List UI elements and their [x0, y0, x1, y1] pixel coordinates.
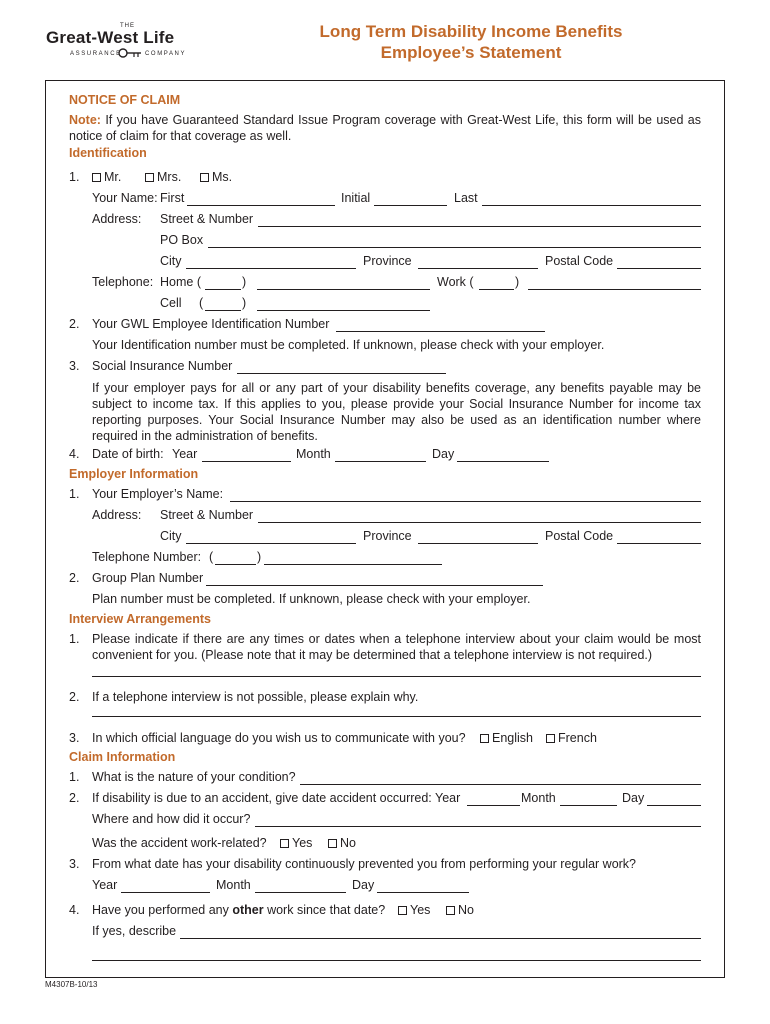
item-number: 4. — [69, 903, 80, 917]
address-label: Address: — [92, 212, 142, 226]
where-label: Where and how did it occur? — [92, 812, 251, 826]
paren-close: ) — [257, 550, 262, 564]
option-work-related-yes[interactable] — [280, 836, 312, 851]
title-mr[interactable] — [92, 170, 121, 185]
street-field[interactable] — [258, 226, 701, 227]
home-area-code-field[interactable] — [205, 289, 241, 290]
disability-month-field[interactable] — [255, 892, 346, 893]
employer-telephone-label: Telephone Number: — [92, 550, 202, 564]
identification-heading: Identification — [69, 146, 147, 160]
disability-date-label: From what date has your disability continuously prevented you from performing your regular work? — [92, 857, 637, 871]
q4-post: work since that date? — [263, 903, 386, 917]
employer-address-label: Address: — [92, 508, 142, 522]
work-related-label: Was the accident work-related? — [92, 836, 267, 850]
province-field[interactable] — [418, 268, 538, 269]
employer-postal-field[interactable] — [617, 543, 701, 544]
yes-label: Yes — [410, 903, 431, 917]
item-number: 4. — [69, 447, 80, 461]
q4-pre: Have you performed any — [92, 903, 233, 917]
dob-day-label: Day — [432, 447, 455, 461]
employer-province-field[interactable] — [418, 543, 538, 544]
cell-area-code-field[interactable] — [205, 310, 241, 311]
item-number: 3. — [69, 359, 80, 373]
disability-day-field[interactable] — [377, 892, 469, 893]
option-other-work-yes[interactable] — [398, 903, 430, 918]
interview-question-2: If a telephone interview is not possible, please explain why. — [92, 690, 419, 704]
first-label: First — [160, 191, 185, 205]
interview-heading: Interview Arrangements — [69, 612, 211, 626]
dob-month-field[interactable] — [335, 461, 426, 462]
logo-company: COMPANY — [145, 51, 187, 57]
initial-label: Initial — [341, 191, 371, 205]
accident-day-field[interactable] — [647, 805, 701, 806]
checkbox-mr[interactable] — [92, 173, 101, 182]
interview-answer-2-field[interactable] — [92, 716, 701, 717]
ms-label: Ms. — [212, 170, 233, 184]
your-name-label: Your Name: — [92, 191, 158, 205]
item-number: 3. — [69, 731, 80, 745]
checkbox-other-work-yes[interactable] — [398, 906, 407, 915]
disability-year-label: Year — [92, 878, 118, 892]
title-ms[interactable] — [200, 170, 232, 185]
mr-label: Mr. — [104, 170, 122, 184]
province-label: Province — [363, 254, 412, 268]
work-area-code-field[interactable] — [479, 289, 514, 290]
plan-note: Plan number must be completed. If unknown, please check with your employer. — [92, 592, 531, 606]
item-number: 2. — [69, 791, 80, 805]
french-label: French — [558, 731, 597, 745]
work-label: Work ( — [437, 275, 474, 289]
paren-close: ) — [242, 275, 247, 289]
item-number: 2. — [69, 317, 80, 331]
pobox-label: PO Box — [160, 233, 204, 247]
item-number: 1. — [69, 770, 80, 784]
condition-label: What is the nature of your condition? — [92, 770, 296, 784]
city-field[interactable] — [186, 268, 356, 269]
group-plan-field[interactable] — [206, 585, 543, 586]
dob-year-label: Year — [172, 447, 198, 461]
employer-street-field[interactable] — [258, 522, 701, 523]
sin-note: If your employer pays for all or any part of your disability benefits coverage, any benefits payable may be subject to income tax. If this applies to you, please provide your Social Insurance Number for income tax reporting purposes. Your Social Insurance Number may also be used as an identification number where required in the administration of benefits. — [92, 381, 701, 443]
accident-day-label: Day — [622, 791, 645, 805]
describe-field-line-2[interactable] — [92, 960, 701, 961]
employer-area-code-field[interactable] — [215, 564, 256, 565]
checkbox-work-related-yes[interactable] — [280, 839, 289, 848]
employer-city-field[interactable] — [186, 543, 356, 544]
title-mrs[interactable] — [145, 170, 181, 185]
sin-field[interactable] — [237, 373, 446, 374]
claim-heading: Claim Information — [69, 750, 176, 764]
cell-phone-field[interactable] — [257, 310, 430, 311]
paren-close: ) — [242, 296, 247, 310]
employer-postal-label: Postal Code — [545, 529, 614, 543]
employer-name-field[interactable] — [230, 501, 701, 502]
home-phone-field[interactable] — [257, 289, 430, 290]
accident-month-field[interactable] — [560, 805, 617, 806]
employer-heading: Employer Information — [69, 467, 199, 481]
key-icon — [118, 47, 142, 59]
group-plan-label: Group Plan Number — [92, 571, 204, 585]
gwl-id-field[interactable] — [336, 331, 545, 332]
employer-name-label: Your Employer’s Name: — [92, 487, 224, 501]
describe-label: If yes, describe — [92, 924, 177, 938]
employer-phone-field[interactable] — [264, 564, 442, 565]
checkbox-other-work-no[interactable] — [446, 906, 455, 915]
where-field[interactable] — [255, 826, 701, 827]
form-code: M4307B-10/13 — [45, 980, 98, 989]
option-english[interactable] — [480, 731, 533, 746]
last-label: Last — [454, 191, 478, 205]
logo-assurance: ASSURANCE — [70, 51, 122, 57]
work-phone-field[interactable] — [528, 289, 701, 290]
mrs-label: Mrs. — [157, 170, 182, 184]
yes-label: Yes — [292, 836, 313, 850]
employer-province-label: Province — [363, 529, 412, 543]
cell-label: Cell — [160, 296, 182, 310]
paren-open: ( — [199, 296, 204, 310]
no-label: No — [340, 836, 356, 850]
option-work-related-no[interactable] — [328, 836, 356, 851]
checkbox-english[interactable] — [480, 734, 489, 743]
form-title: Long Term Disability Income Benefits — [319, 22, 623, 41]
city-label: City — [160, 254, 182, 268]
id-note: Your Identification number must be completed. If unknown, please check with your employer. — [92, 338, 605, 352]
describe-field[interactable] — [180, 938, 701, 939]
accident-date-label: If disability is due to an accident, give date accident occurred: Year — [92, 791, 461, 805]
disability-year-field[interactable] — [121, 892, 210, 893]
item-number: 1. — [69, 170, 80, 184]
note-text: If you have Guaranteed Standard Issue Program coverage with Great-West Life, this form will be used as notice of claim for that coverage as well. — [69, 113, 701, 143]
interview-answer-1-field[interactable] — [92, 676, 701, 677]
q4-bold: other — [232, 903, 264, 917]
accident-year-field[interactable] — [467, 805, 520, 806]
postal-label: Postal Code — [545, 254, 614, 268]
no-label: No — [458, 903, 474, 917]
gwl-id-label: Your GWL Employee Identification Number — [92, 317, 330, 331]
dob-day-field[interactable] — [457, 461, 549, 462]
notice-title: NOTICE OF CLAIM — [69, 93, 181, 107]
checkbox-french[interactable] — [546, 734, 555, 743]
disability-month-label: Month — [216, 878, 251, 892]
checkbox-mrs[interactable] — [145, 173, 154, 182]
form-subtitle: Employee’s Statement — [380, 43, 562, 62]
note-label: Note: — [69, 113, 101, 127]
logo-the: THE — [120, 23, 135, 29]
first-name-field[interactable] — [187, 205, 335, 206]
street-label: Street & Number — [160, 212, 254, 226]
paren-close: ) — [515, 275, 520, 289]
logo-name: Great-West Life — [46, 28, 175, 47]
option-french[interactable] — [546, 731, 597, 746]
item-number: 2. — [69, 571, 80, 585]
item-number: 3. — [69, 857, 80, 871]
dob-year-field[interactable] — [202, 461, 291, 462]
item-number: 1. — [69, 487, 80, 501]
disability-day-label: Day — [352, 878, 375, 892]
interview-question-1: Please indicate if there are any times or dates when a telephone interview about your claim would be most convenient for you. (Please note that it may be determined that a telephone interview is not required.) — [92, 632, 701, 662]
home-label: Home ( — [160, 275, 201, 289]
condition-field[interactable] — [300, 784, 701, 785]
sin-label: Social Insurance Number — [92, 359, 233, 373]
interview-question-3: In which official language do you wish us to communicate with you? — [92, 731, 466, 745]
pobox-field[interactable] — [208, 247, 701, 248]
postal-field[interactable] — [617, 268, 701, 269]
other-work-question — [92, 903, 385, 918]
last-name-field[interactable] — [482, 205, 701, 206]
employer-city-label: City — [160, 529, 182, 543]
checkbox-ms[interactable] — [200, 173, 209, 182]
telephone-label: Telephone: — [92, 275, 154, 289]
employer-street-label: Street & Number — [160, 508, 254, 522]
accident-month-label: Month — [521, 791, 556, 805]
english-label: English — [492, 731, 533, 745]
checkbox-work-related-no[interactable] — [328, 839, 337, 848]
item-number: 2. — [69, 690, 80, 704]
notice-note — [69, 112, 701, 144]
dob-month-label: Month — [296, 447, 331, 461]
item-number: 1. — [69, 632, 80, 646]
paren-open: ( — [209, 550, 214, 564]
dob-label: Date of birth: — [92, 447, 164, 461]
option-other-work-no[interactable] — [446, 903, 474, 918]
initial-field[interactable] — [374, 205, 447, 206]
